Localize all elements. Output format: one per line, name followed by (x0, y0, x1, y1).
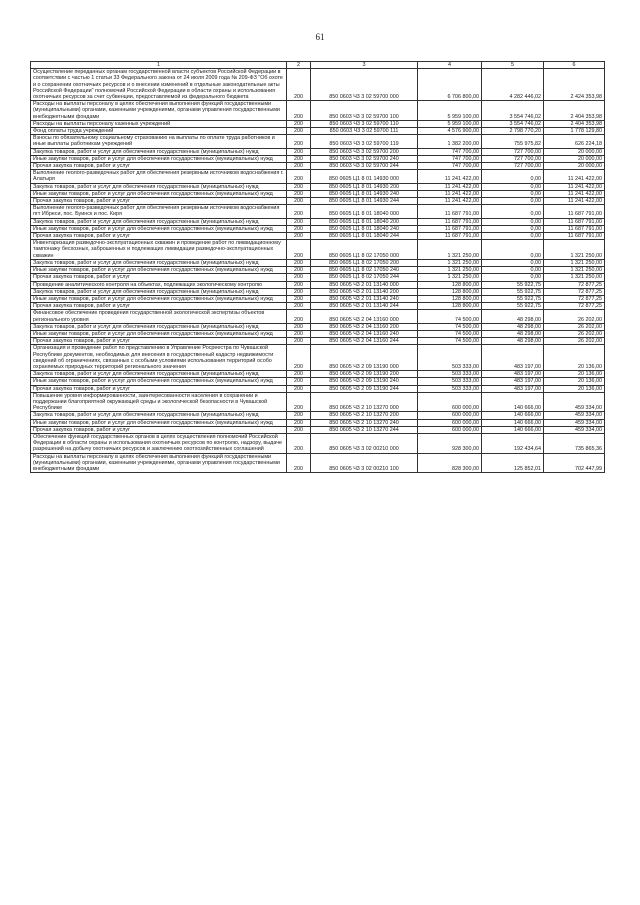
unexecuted-amount: 26 202,00 (544, 338, 605, 345)
executed-amount: 0,00 (482, 190, 544, 197)
unexecuted-amount: 459 334,00 (544, 392, 605, 412)
budget-classification-code: 850 0605 Ц1 8 02 17050 000 (311, 240, 418, 260)
executed-amount: 0,00 (482, 240, 544, 260)
table-row (31, 345, 605, 371)
table-row (31, 233, 605, 240)
table-row (31, 155, 605, 162)
row-code: 200 (287, 240, 311, 260)
executed-amount: 727 700,00 (482, 148, 544, 155)
unexecuted-amount: 626 224,18 (544, 135, 605, 148)
approved-amount: 1 382 200,00 (418, 135, 482, 148)
unexecuted-amount: 72 877,25 (544, 281, 605, 288)
executed-amount: 4 282 446,02 (482, 69, 544, 101)
unexecuted-amount: 11 687 791,00 (544, 233, 605, 240)
table-row (31, 453, 605, 473)
table-row (31, 338, 605, 345)
table-row (31, 330, 605, 337)
unexecuted-amount: 1 321 250,00 (544, 267, 605, 274)
approved-amount: 5 959 100,00 (418, 101, 482, 121)
executed-amount: 2 798 770,20 (482, 128, 544, 135)
row-description: Расходы на выплаты персоналу в целях обеспечения выполнения функций государственными (муниципальными) органами, казенными учреждениями, органами управления государственными внебюджетными фондами (31, 453, 287, 473)
table-row (31, 323, 605, 330)
row-description: Прочая закупка товаров, работ и услуг (31, 198, 287, 205)
approved-amount: 503 333,00 (418, 345, 482, 371)
executed-amount: 55 922,75 (482, 303, 544, 310)
row-code: 200 (287, 163, 311, 170)
budget-classification-code: 850 0605 Ч3 2 04 13160 200 (311, 323, 418, 330)
budget-classification-code: 850 0605 Ч3 2 10 13270 200 (311, 412, 418, 419)
table-row (31, 378, 605, 385)
budget-table (30, 61, 605, 473)
table-row (31, 426, 605, 433)
executed-amount: 0,00 (482, 198, 544, 205)
executed-amount: 483 197,00 (482, 385, 544, 392)
budget-classification-code: 850 0605 Ч3 2 09 13190 244 (311, 385, 418, 392)
approved-amount: 1 321 250,00 (418, 240, 482, 260)
row-code: 200 (287, 148, 311, 155)
table-row (31, 218, 605, 225)
row-description: Закупка товаров, работ и услуг для обеспечения государственных (муниципальных) нужд (31, 259, 287, 266)
row-code: 200 (287, 419, 311, 426)
executed-amount: 55 922,75 (482, 295, 544, 302)
unexecuted-amount: 26 202,00 (544, 310, 605, 323)
approved-amount: 503 333,00 (418, 371, 482, 378)
row-description: Проведение аналитического контроля на объектах, подлежащих экологическому контролю (31, 281, 287, 288)
row-code: 200 (287, 69, 311, 101)
column-header: 3 (311, 62, 418, 69)
approved-amount: 1 321 250,00 (418, 259, 482, 266)
budget-classification-code: 850 0605 Ч3 2 01 13140 200 (311, 288, 418, 295)
approved-amount: 747 700,00 (418, 163, 482, 170)
row-description: Закупка товаров, работ и услуг для обеспечения государственных (муниципальных) нужд (31, 412, 287, 419)
table-row (31, 148, 605, 155)
row-description: Осуществление переданных органам государственной власти субъектов Российской Федерации в соответствии с частью 1 статьи 33 Федерального закона от 24 июля 2009 года № 209-ФЗ "Об охоте и о сохранении охотничьих ресурсов и о внесении изменений в отдельные законодательные акты Российской Федерации" полномочий Российской Федерации в области охраны и использования охотничьих ресурсов за счет субвенции, предоставляемой из федерального бюджета (31, 69, 287, 101)
approved-amount: 128 800,00 (418, 295, 482, 302)
executed-amount: 483 197,00 (482, 378, 544, 385)
unexecuted-amount: 11 241 422,00 (544, 170, 605, 183)
row-code: 200 (287, 433, 311, 453)
row-code: 200 (287, 155, 311, 162)
budget-classification-code: 850 0605 Ч3 2 01 13140 240 (311, 295, 418, 302)
budget-classification-code: 850 0603 Ч3 3 02 59700 119 (311, 135, 418, 148)
approved-amount: 11 687 791,00 (418, 218, 482, 225)
unexecuted-amount: 1 321 250,00 (544, 259, 605, 266)
column-header: 4 (418, 62, 482, 69)
row-description: Иные закупки товаров, работ и услуг для обеспечения государственных (муниципальных) нужд (31, 190, 287, 197)
row-code: 200 (287, 205, 311, 218)
table-header-row (31, 62, 605, 69)
budget-classification-code: 850 0605 Ц1 8 01 14930 240 (311, 190, 418, 197)
row-code: 200 (287, 128, 311, 135)
table-row (31, 69, 605, 101)
approved-amount: 747 700,00 (418, 148, 482, 155)
row-description: Закупка товаров, работ и услуг для обеспечения государственных (муниципальных) нужд (31, 148, 287, 155)
table-row (31, 205, 605, 218)
table-row (31, 419, 605, 426)
executed-amount: 48 298,00 (482, 310, 544, 323)
approved-amount: 5 959 100,00 (418, 120, 482, 127)
row-code: 200 (287, 338, 311, 345)
row-description: Закупка товаров, работ и услуг для обеспечения государственных (муниципальных) нужд (31, 183, 287, 190)
table-row (31, 198, 605, 205)
row-description: Расходы на выплаты персоналу в целях обеспечения выполнения функций государственными (муниципальными) органами, казенными учреждениями, органами управления государственными внебюджетными фондами (31, 101, 287, 121)
row-code: 200 (287, 281, 311, 288)
unexecuted-amount: 459 334,00 (544, 426, 605, 433)
budget-classification-code: 850 0605 Ч3 2 01 13140 000 (311, 281, 418, 288)
row-code: 200 (287, 190, 311, 197)
row-description: Прочая закупка товаров, работ и услуг (31, 274, 287, 281)
table-row (31, 295, 605, 302)
budget-classification-code: 850 0605 Ц1 8 02 17050 200 (311, 259, 418, 266)
budget-classification-code: 850 0605 Ц1 8 01 18040 240 (311, 225, 418, 232)
row-description: Повышение уровня информированности, заинтересованности населения в сохранении и поддержании благоприятной окружающей среды и экологической безопасности в Чувашской Республике (31, 392, 287, 412)
table-row (31, 240, 605, 260)
row-code: 200 (287, 233, 311, 240)
executed-amount: 140 666,00 (482, 426, 544, 433)
table-row (31, 274, 605, 281)
budget-classification-code: 850 0605 Ч3 2 01 13140 244 (311, 303, 418, 310)
unexecuted-amount: 459 334,00 (544, 412, 605, 419)
approved-amount: 600 000,00 (418, 426, 482, 433)
table-row (31, 385, 605, 392)
approved-amount: 600 000,00 (418, 412, 482, 419)
row-code: 200 (287, 392, 311, 412)
unexecuted-amount: 1 321 250,00 (544, 240, 605, 260)
budget-classification-code: 850 0605 Ц1 8 02 17050 240 (311, 267, 418, 274)
row-description: Иные закупки товаров, работ и услуг для обеспечения государственных (муниципальных) нужд (31, 155, 287, 162)
approved-amount: 11 241 422,00 (418, 170, 482, 183)
approved-amount: 11 687 791,00 (418, 225, 482, 232)
approved-amount: 503 333,00 (418, 385, 482, 392)
table-row (31, 135, 605, 148)
column-header: 2 (287, 62, 311, 69)
approved-amount: 11 241 422,00 (418, 198, 482, 205)
row-code: 200 (287, 218, 311, 225)
budget-classification-code: 850 0605 Ц1 8 01 18040 244 (311, 233, 418, 240)
budget-classification-code: 850 0605 Ч3 2 04 13160 244 (311, 338, 418, 345)
budget-classification-code: 850 0605 Ц1 8 01 14930 200 (311, 183, 418, 190)
row-description: Выполнение геолого-разведочных работ для обеспечения резервным источником водоснабжения г. Алатыря (31, 170, 287, 183)
row-code: 200 (287, 198, 311, 205)
row-description: Иные закупки товаров, работ и услуг для обеспечения государственных (муниципальных) нужд (31, 330, 287, 337)
unexecuted-amount: 702 447,99 (544, 453, 605, 473)
unexecuted-amount: 72 877,25 (544, 303, 605, 310)
executed-amount: 0,00 (482, 274, 544, 281)
budget-classification-code: 850 0605 Ц1 8 01 14930 000 (311, 170, 418, 183)
executed-amount: 727 700,00 (482, 155, 544, 162)
table-row (31, 433, 605, 453)
executed-amount: 483 197,00 (482, 371, 544, 378)
row-description: Организация и проведение работ по представлению в Управление Росреестра по Чувашской Республике документов, необходимых для внесения в государственный кадастр недвижимости сведений об ограничениях, связанных с особыми условиями использования территорий особо охраняемых природных территорий регионального значения (31, 345, 287, 371)
unexecuted-amount: 1 321 250,00 (544, 274, 605, 281)
table-row (31, 310, 605, 323)
unexecuted-amount: 72 877,25 (544, 288, 605, 295)
unexecuted-amount: 20 000,00 (544, 155, 605, 162)
budget-classification-code: 850 0605 Ч3 2 09 13190 240 (311, 378, 418, 385)
unexecuted-amount: 20 000,00 (544, 148, 605, 155)
unexecuted-amount: 11 241 422,00 (544, 183, 605, 190)
approved-amount: 128 800,00 (418, 281, 482, 288)
row-code: 200 (287, 323, 311, 330)
budget-classification-code: 850 0605 Ч3 2 04 13160 000 (311, 310, 418, 323)
unexecuted-amount: 72 877,25 (544, 295, 605, 302)
budget-classification-code: 850 0603 Ч3 3 02 59700 240 (311, 155, 418, 162)
approved-amount: 600 000,00 (418, 392, 482, 412)
page-number: 61 (315, 32, 325, 42)
budget-classification-code: 850 0605 Ч3 3 02 00210 000 (311, 433, 418, 453)
row-code: 200 (287, 303, 311, 310)
budget-classification-code: 850 0605 Ч3 2 10 13270 244 (311, 426, 418, 433)
unexecuted-amount: 11 687 791,00 (544, 225, 605, 232)
unexecuted-amount: 2 424 353,98 (544, 69, 605, 101)
approved-amount: 4 576 900,00 (418, 128, 482, 135)
row-code: 200 (287, 259, 311, 266)
row-code: 200 (287, 274, 311, 281)
table-row (31, 371, 605, 378)
row-code: 200 (287, 120, 311, 127)
unexecuted-amount: 20 136,00 (544, 385, 605, 392)
budget-classification-code: 850 0603 Ч3 3 02 59700 100 (311, 101, 418, 121)
row-description: Иные закупки товаров, работ и услуг для обеспечения государственных (муниципальных) нужд (31, 378, 287, 385)
table-row (31, 259, 605, 266)
budget-classification-code: 850 0605 Ч3 2 09 13190 200 (311, 371, 418, 378)
unexecuted-amount: 11 241 422,00 (544, 198, 605, 205)
row-code: 200 (287, 371, 311, 378)
row-description: Прочая закупка товаров, работ и услуг (31, 338, 287, 345)
row-code: 200 (287, 288, 311, 295)
approved-amount: 747 700,00 (418, 155, 482, 162)
executed-amount: 0,00 (482, 225, 544, 232)
budget-classification-code: 850 0605 Ц1 8 01 18040 000 (311, 205, 418, 218)
table-row (31, 120, 605, 127)
executed-amount: 55 922,75 (482, 281, 544, 288)
executed-amount: 0,00 (482, 218, 544, 225)
approved-amount: 74 500,00 (418, 310, 482, 323)
table-row (31, 225, 605, 232)
executed-amount: 755 975,82 (482, 135, 544, 148)
row-description: Закупка товаров, работ и услуг для обеспечения государственных (муниципальных) нужд (31, 288, 287, 295)
row-description: Закупка товаров, работ и услуг для обеспечения государственных (муниципальных) нужд (31, 218, 287, 225)
approved-amount: 11 687 791,00 (418, 233, 482, 240)
table-row (31, 288, 605, 295)
budget-classification-code: 850 0603 Ч3 3 02 59700 200 (311, 148, 418, 155)
row-description: Прочая закупка товаров, работ и услуг (31, 426, 287, 433)
executed-amount: 140 666,00 (482, 392, 544, 412)
unexecuted-amount: 11 687 791,00 (544, 218, 605, 225)
unexecuted-amount: 20 136,00 (544, 345, 605, 371)
executed-amount: 48 298,00 (482, 338, 544, 345)
table-row (31, 163, 605, 170)
row-description: Иные закупки товаров, работ и услуг для обеспечения государственных (муниципальных) нужд (31, 419, 287, 426)
unexecuted-amount: 11 241 422,00 (544, 190, 605, 197)
executed-amount: 55 922,75 (482, 288, 544, 295)
executed-amount: 0,00 (482, 259, 544, 266)
executed-amount: 0,00 (482, 205, 544, 218)
approved-amount: 600 000,00 (418, 419, 482, 426)
table-row (31, 303, 605, 310)
approved-amount: 74 500,00 (418, 330, 482, 337)
budget-classification-code: 850 0603 Ч3 3 02 59700 111 (311, 128, 418, 135)
table-row (31, 412, 605, 419)
table-row (31, 281, 605, 288)
table-row (31, 392, 605, 412)
table-row (31, 183, 605, 190)
executed-amount: 140 666,00 (482, 412, 544, 419)
budget-classification-code: 850 0605 Ц1 8 01 18040 200 (311, 218, 418, 225)
row-description: Фонд оплаты труда учреждений (31, 128, 287, 135)
executed-amount: 48 298,00 (482, 323, 544, 330)
row-code: 200 (287, 101, 311, 121)
unexecuted-amount: 26 202,00 (544, 323, 605, 330)
executed-amount: 483 197,00 (482, 345, 544, 371)
approved-amount: 11 687 791,00 (418, 205, 482, 218)
executed-amount: 0,00 (482, 183, 544, 190)
budget-classification-code: 850 0605 Ц1 8 01 14930 244 (311, 198, 418, 205)
budget-classification-code: 850 0603 Ч3 3 02 59700 244 (311, 163, 418, 170)
row-code: 200 (287, 378, 311, 385)
budget-classification-code: 850 0605 Ч3 3 02 00210 100 (311, 453, 418, 473)
unexecuted-amount: 20 000,00 (544, 163, 605, 170)
row-description: Финансовое обеспечение проведения государственной экологической экспертизы объектов регионального уровня (31, 310, 287, 323)
executed-amount: 0,00 (482, 233, 544, 240)
row-description: Прочая закупка товаров, работ и услуг (31, 303, 287, 310)
executed-amount: 0,00 (482, 267, 544, 274)
row-code: 200 (287, 385, 311, 392)
unexecuted-amount: 735 865,36 (544, 433, 605, 453)
unexecuted-amount: 459 334,00 (544, 419, 605, 426)
row-code: 200 (287, 330, 311, 337)
row-description: Взносы по обязательному социальному страхованию на выплаты по оплате труда работников и иные выплаты работникам учреждений (31, 135, 287, 148)
row-code: 200 (287, 267, 311, 274)
executed-amount: 48 298,00 (482, 330, 544, 337)
unexecuted-amount: 20 136,00 (544, 378, 605, 385)
table-row (31, 128, 605, 135)
approved-amount: 928 300,00 (418, 433, 482, 453)
row-code: 200 (287, 225, 311, 232)
approved-amount: 74 500,00 (418, 323, 482, 330)
executed-amount: 3 554 746,02 (482, 120, 544, 127)
table-row (31, 170, 605, 183)
row-description: Закупка товаров, работ и услуг для обеспечения государственных (муниципальных) нужд (31, 371, 287, 378)
row-description: Прочая закупка товаров, работ и услуг (31, 233, 287, 240)
approved-amount: 74 500,00 (418, 338, 482, 345)
row-code: 200 (287, 345, 311, 371)
column-header: 6 (544, 62, 605, 69)
executed-amount: 140 666,00 (482, 419, 544, 426)
budget-classification-code: 850 0603 Ч3 3 02 59700 000 (311, 69, 418, 101)
approved-amount: 11 241 422,00 (418, 183, 482, 190)
approved-amount: 128 800,00 (418, 288, 482, 295)
row-description: Иные закупки товаров, работ и услуг для обеспечения государственных (муниципальных) нужд (31, 267, 287, 274)
row-code: 200 (287, 453, 311, 473)
row-description: Инвентаризация разведочно-эксплуатационных скважин и проведение работ по ликвидационному тампонажу бесхозных, заброшенных и подлежащих ликвидации разведочно-эксплуатационных скважин (31, 240, 287, 260)
executed-amount: 125 852,01 (482, 453, 544, 473)
unexecuted-amount: 2 404 353,98 (544, 101, 605, 121)
budget-classification-code: 850 0605 Ч3 2 09 13190 000 (311, 345, 418, 371)
row-code: 200 (287, 135, 311, 148)
row-description: Обеспечение функций государственных органов в целях осуществления полномочий Российской Федерации в области охраны и использования охотничьих ресурсов по контролю, надзору, выдаче разрешений на добычу охотничьих ресурсов и заключению охотхозяйственных соглашений (31, 433, 287, 453)
approved-amount: 11 241 422,00 (418, 190, 482, 197)
approved-amount: 828 300,00 (418, 453, 482, 473)
approved-amount: 1 321 250,00 (418, 274, 482, 281)
executed-amount: 0,00 (482, 170, 544, 183)
row-description: Выполнение геолого-разведочных работ для обеспечения резервным источником водоснабжения пгт Ибреси, пос. Буинск и пос. Киря (31, 205, 287, 218)
table-row (31, 101, 605, 121)
table-row (31, 267, 605, 274)
approved-amount: 6 706 800,00 (418, 69, 482, 101)
budget-classification-code: 850 0605 Ц1 8 02 17050 244 (311, 274, 418, 281)
approved-amount: 1 321 250,00 (418, 267, 482, 274)
row-description: Закупка товаров, работ и услуг для обеспечения государственных (муниципальных) нужд (31, 323, 287, 330)
budget-classification-code: 850 0603 Ч3 3 02 59700 110 (311, 120, 418, 127)
row-code: 200 (287, 412, 311, 419)
unexecuted-amount: 26 202,00 (544, 330, 605, 337)
unexecuted-amount: 1 778 129,80 (544, 128, 605, 135)
row-code: 200 (287, 295, 311, 302)
unexecuted-amount: 2 404 353,98 (544, 120, 605, 127)
column-header: 5 (482, 62, 544, 69)
budget-classification-code: 850 0605 Ч3 2 04 13160 240 (311, 330, 418, 337)
column-header: 1 (31, 62, 287, 69)
row-code: 200 (287, 426, 311, 433)
unexecuted-amount: 20 136,00 (544, 371, 605, 378)
row-code: 200 (287, 310, 311, 323)
approved-amount: 128 800,00 (418, 303, 482, 310)
executed-amount: 3 554 746,02 (482, 101, 544, 121)
executed-amount: 727 700,00 (482, 163, 544, 170)
row-code: 200 (287, 183, 311, 190)
row-description: Расходы на выплаты персоналу казенных учреждений (31, 120, 287, 127)
approved-amount: 503 333,00 (418, 378, 482, 385)
budget-classification-code: 850 0605 Ч3 2 10 13270 240 (311, 419, 418, 426)
row-code: 200 (287, 170, 311, 183)
budget-classification-code: 850 0605 Ч3 2 10 13270 000 (311, 392, 418, 412)
table-row (31, 190, 605, 197)
row-description: Иные закупки товаров, работ и услуг для обеспечения государственных (муниципальных) нужд (31, 225, 287, 232)
unexecuted-amount: 11 687 791,00 (544, 205, 605, 218)
row-description: Прочая закупка товаров, работ и услуг (31, 163, 287, 170)
row-description: Иные закупки товаров, работ и услуг для обеспечения государственных (муниципальных) нужд (31, 295, 287, 302)
executed-amount: 192 434,64 (482, 433, 544, 453)
row-description: Прочая закупка товаров, работ и услуг (31, 385, 287, 392)
